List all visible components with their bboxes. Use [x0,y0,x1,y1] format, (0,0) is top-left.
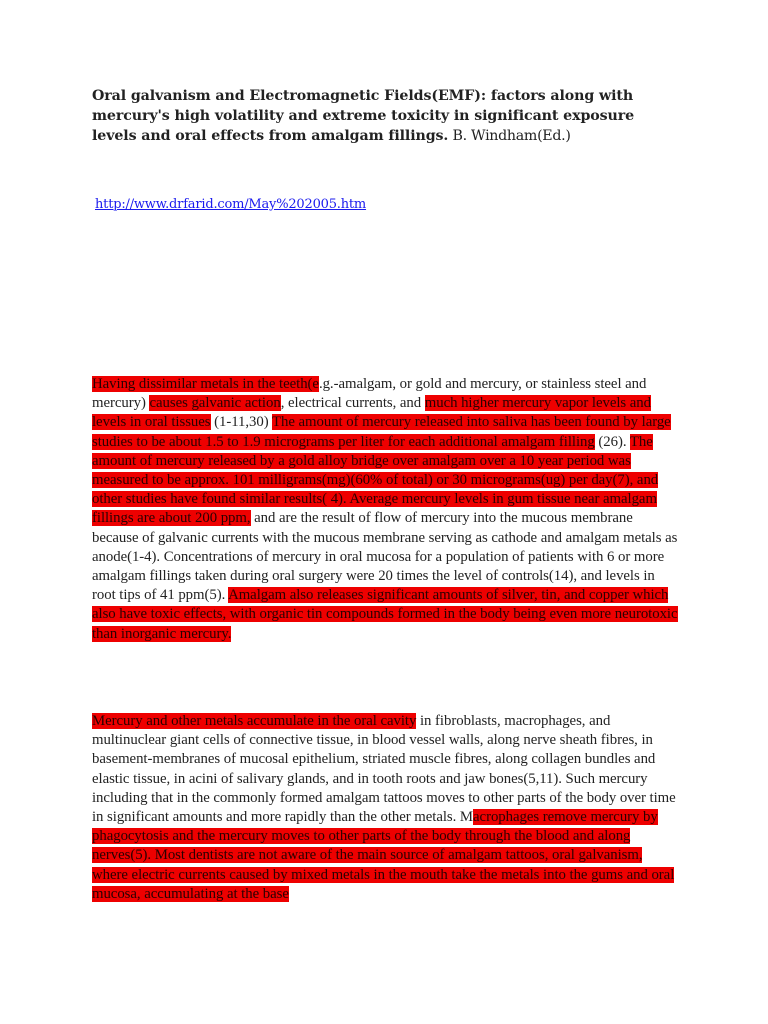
highlighted-text: Having dissimilar metals in the teeth(e [92,376,319,392]
body-text: and are the result of flow of mercury into the mucous membrane because of galvanic currents with the mucous membrane serving as cathode and amalgam metals as anode(1-4). Concentrations of mercury in oral mucosa for a population of patients with 6 or more amalgam fillings taken during oral surgery were 20 times the level of controls(14), and levels in root tips of 41 ppm(5). [92,510,678,604]
paragraph-galvanism [92,375,682,644]
body-text: in fibroblasts, macrophages, and multinuclear giant cells of connective tissue, in blood vessel walls, along nerve sheath fibres, in basement-membranes of mucosal epithelium, striated muscle fibres, along collagen bundles and elastic tissue, in acini of salivary glands, and in tooth roots and jaw bones(5,11). Such mercury including that in the commonly formed amalgam tattoos moves to other parts of the body over time in significant amounts and more rapidly than the other metals. M [92,713,676,826]
body-text: , electrical currents, and [280,395,425,412]
highlighted-text: The amount of mercury released into saliva has been found by large studies to be about 1.5 to 1.9 micrograms per liter for each additional amalgam filling [92,414,671,450]
highlighted-text: much higher mercury vapor levels and levels in oral tissues [92,395,652,431]
source-link[interactable]: http://www.drfarid.com/May%202005.htm [95,197,367,212]
title-author: B. Windham(Ed.) [448,128,571,144]
body-text: .g.-amalgam, or gold and mercury, or stainless steel and mercury) [92,376,647,412]
highlighted-text: Mercury and other metals accumulate in the oral cavity [92,713,417,729]
highlighted-text: causes galvanic action [149,395,281,412]
highlighted-text: The amount of mercury released by a gold alloy bridge over amalgam over a 10 year period was measured to be approx. 101 milligrams(mg)(60% of total) or 30 micrograms(ug) per day(7), and other studies have found similar results( 4). Average mercury levels in gum tissue near amalgam fillings are about 200 ppm, [92,433,659,527]
highlighted-text: acrophages remove mercury by phagocytosis and the mercury moves to other parts of the body through the blood and along nerves(5). Most dentists are not aware of the main source of amalgam tattoos, oral galvanism, where electric currents caused by mixed metals in the mouth take the metals into the gums and oral mucosa, accumulating at the base [92,809,675,902]
highlighted-text: Amalgam also releases significant amounts of silver, tin, and copper which also have toxic effects, with organic tin compounds formed in the body being even more neurotoxic than inorganic mercury. [92,587,678,642]
title-text: Oral galvanism and Electromagnetic Fields(EMF): factors along with mercury's high volatility and extreme toxicity in significant exposure levels and oral effects from amalgam fillings. [92,88,635,144]
paragraph-accumulation [92,712,682,904]
body-text: (26). [594,433,630,450]
body-text: (1-11,30) [210,414,273,431]
document-title [92,86,672,146]
